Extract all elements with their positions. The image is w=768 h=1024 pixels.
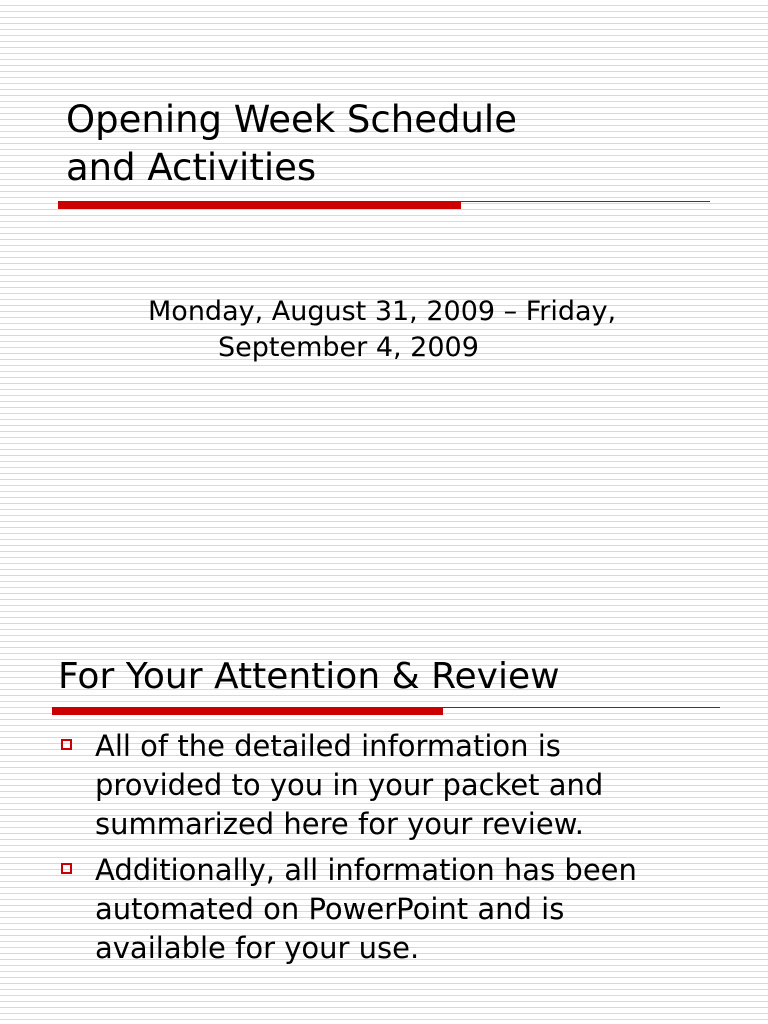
slide-2-title-underline: [52, 707, 720, 715]
underline-thick-segment: [52, 707, 443, 715]
slide-1-title-line-2: and Activities: [66, 146, 317, 189]
subtitle-date-range-line-1: Monday, August 31, 2009 – Friday,: [148, 296, 617, 327]
slide-2-title: For Your Attention & Review: [58, 656, 560, 697]
slide-1-subtitle: [148, 294, 708, 366]
slide-1-title-underline: [58, 201, 710, 209]
underline-thin-segment: [443, 707, 720, 708]
bullet-2-line-3: available for your use.: [95, 931, 420, 965]
bullet-1-line-1: All of the detailed information is: [95, 729, 561, 763]
underline-thick-segment: [58, 201, 461, 209]
slide-1-title-line-1: Opening Week Schedule: [66, 98, 517, 141]
hollow-square-icon: [61, 739, 72, 750]
bullet-2-line-2: automated on PowerPoint and is: [95, 892, 565, 926]
list-item: [58, 851, 718, 968]
hollow-square-icon: [61, 863, 72, 874]
bullet-2-line-1: Additionally, all information has been: [95, 853, 637, 887]
slide-1-title: [66, 96, 517, 192]
bullet-1-line-3: summarized here for your review.: [95, 807, 584, 841]
list-item: [58, 727, 718, 844]
slide-2: [0, 600, 768, 1024]
underline-thin-segment: [461, 201, 710, 202]
bullet-list: [58, 727, 718, 975]
subtitle-date-range-line-2: September 4, 2009: [218, 332, 479, 363]
bullet-1-line-2: provided to you in your packet and: [95, 768, 604, 802]
